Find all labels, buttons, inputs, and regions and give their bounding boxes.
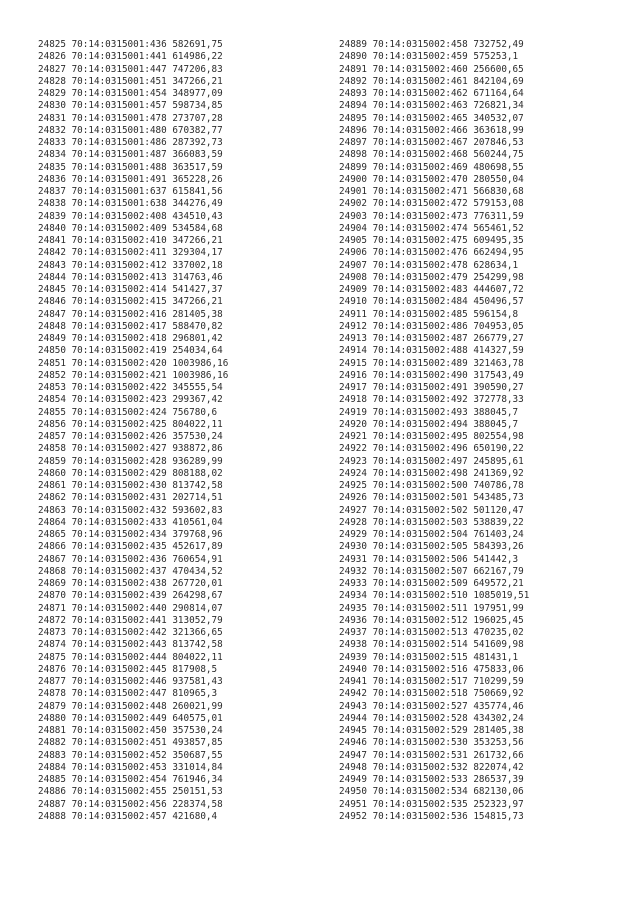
record-row: 24938 70:14:0315002:514 541609,98 bbox=[339, 639, 524, 651]
record-row: 24930 70:14:0315002:505 584393,26 bbox=[339, 541, 524, 553]
record-row: 24831 70:14:0315001:478 273707,28 bbox=[38, 112, 223, 124]
record-row: 24884 70:14:0315002:453 331014,84 bbox=[38, 761, 223, 773]
record-row: 24837 70:14:0315001:637 615841,56 bbox=[38, 186, 223, 197]
record-row: 24839 70:14:0315002:408 434510,43 bbox=[38, 210, 223, 222]
record-row: 24845 70:14:0315002:414 541427,37 bbox=[38, 284, 223, 295]
record-row: 24883 70:14:0315002:452 350687,55 bbox=[38, 749, 223, 761]
record-row: 24946 70:14:0315002:530 353253,56 bbox=[339, 737, 524, 749]
record-row: 24826 70:14:0315001:441 614986,22 bbox=[38, 51, 223, 63]
record-row: 24893 70:14:0315002:462 671164,64 bbox=[339, 88, 524, 99]
record-row: 24851 70:14:0315002:420 1003986,16 bbox=[38, 357, 229, 369]
record-row: 24943 70:14:0315002:527 435774,46 bbox=[339, 700, 524, 712]
record-row: 24901 70:14:0315002:471 566830,68 bbox=[339, 186, 524, 197]
record-row: 24852 70:14:0315002:421 1003986,16 bbox=[38, 369, 229, 381]
record-row: 24875 70:14:0315002:444 804022,11 bbox=[38, 651, 223, 663]
record-row: 24880 70:14:0315002:449 640575,01 bbox=[38, 712, 223, 724]
record-row: 24871 70:14:0315002:440 290814,07 bbox=[38, 602, 223, 614]
record-row: 24860 70:14:0315002:429 808188,02 bbox=[38, 467, 223, 479]
record-row: 24863 70:14:0315002:432 593602,83 bbox=[38, 504, 223, 516]
record-row: 24903 70:14:0315002:473 776311,59 bbox=[339, 210, 524, 222]
record-row: 24855 70:14:0315002:424 756780,6 bbox=[38, 406, 218, 418]
record-row: 24828 70:14:0315001:451 347266,21 bbox=[38, 75, 223, 87]
record-row: 24869 70:14:0315002:438 267720,01 bbox=[38, 578, 223, 589]
record-row: 24899 70:14:0315002:469 480698,55 bbox=[339, 161, 524, 173]
record-row: 24919 70:14:0315002:493 388045,7 bbox=[339, 406, 519, 418]
record-row: 24918 70:14:0315002:492 372778,33 bbox=[339, 394, 524, 406]
record-row: 24923 70:14:0315002:497 245895,61 bbox=[339, 455, 524, 467]
record-row: 24877 70:14:0315002:446 937581,43 bbox=[38, 676, 223, 687]
record-row: 24892 70:14:0315002:461 842104,69 bbox=[339, 75, 524, 87]
record-row: 24865 70:14:0315002:434 379768,96 bbox=[38, 529, 223, 540]
record-row: 24858 70:14:0315002:427 938872,86 bbox=[38, 443, 223, 455]
record-row: 24951 70:14:0315002:535 252323,97 bbox=[339, 798, 524, 810]
record-row: 24910 70:14:0315002:484 450496,57 bbox=[339, 296, 524, 308]
record-row: 24913 70:14:0315002:487 266779,27 bbox=[339, 333, 524, 344]
record-row: 24896 70:14:0315002:466 363618,99 bbox=[339, 124, 524, 136]
record-row: 24850 70:14:0315002:419 254034,64 bbox=[38, 345, 223, 357]
record-row: 24891 70:14:0315002:460 256600,65 bbox=[339, 63, 524, 75]
record-row: 24881 70:14:0315002:450 357530,24 bbox=[38, 725, 223, 736]
record-row: 24949 70:14:0315002:533 286537,39 bbox=[339, 774, 524, 785]
record-row: 24936 70:14:0315002:512 196025,45 bbox=[339, 614, 524, 626]
record-row: 24827 70:14:0315001:447 747206,83 bbox=[38, 63, 223, 75]
record-row: 24834 70:14:0315001:487 366083,59 bbox=[38, 149, 223, 161]
record-row: 24838 70:14:0315001:638 344276,49 bbox=[38, 198, 223, 210]
record-row: 24952 70:14:0315002:536 154815,73 bbox=[339, 810, 524, 822]
record-row: 24846 70:14:0315002:415 347266,21 bbox=[38, 296, 223, 308]
record-row: 24842 70:14:0315002:411 329304,17 bbox=[38, 247, 223, 259]
record-row: 24870 70:14:0315002:439 264298,67 bbox=[38, 590, 223, 602]
record-row: 24904 70:14:0315002:474 565461,52 bbox=[339, 222, 524, 234]
record-row: 24900 70:14:0315002:470 280550,04 bbox=[339, 173, 524, 185]
record-row: 24874 70:14:0315002:443 813742,58 bbox=[38, 639, 223, 651]
record-row: 24939 70:14:0315002:515 481431,1 bbox=[339, 651, 519, 663]
record-row: 24857 70:14:0315002:426 357530,24 bbox=[38, 431, 223, 442]
record-row: 24867 70:14:0315002:436 760654,91 bbox=[38, 553, 223, 565]
record-row: 24885 70:14:0315002:454 761946,34 bbox=[38, 774, 223, 785]
record-row: 24879 70:14:0315002:448 260021,99 bbox=[38, 700, 223, 712]
record-row: 24854 70:14:0315002:423 299367,42 bbox=[38, 394, 223, 406]
record-row: 24942 70:14:0315002:518 750669,92 bbox=[339, 688, 524, 700]
record-row: 24895 70:14:0315002:465 340532,07 bbox=[339, 112, 524, 124]
record-row: 24882 70:14:0315002:451 493857,85 bbox=[38, 737, 223, 749]
record-row: 24909 70:14:0315002:483 444607,72 bbox=[339, 284, 524, 295]
record-row: 24849 70:14:0315002:418 296801,42 bbox=[38, 333, 223, 344]
record-row: 24862 70:14:0315002:431 202714,51 bbox=[38, 492, 223, 504]
record-row: 24912 70:14:0315002:486 704953,05 bbox=[339, 320, 524, 332]
record-row: 24932 70:14:0315002:507 662167,79 bbox=[339, 565, 524, 577]
record-row: 24873 70:14:0315002:442 321366,65 bbox=[38, 627, 223, 638]
record-row: 24829 70:14:0315001:454 348977,09 bbox=[38, 88, 223, 99]
record-row: 24830 70:14:0315001:457 598734,85 bbox=[38, 100, 223, 112]
record-row: 24950 70:14:0315002:534 682130,06 bbox=[339, 786, 524, 798]
record-row: 24887 70:14:0315002:456 228374,58 bbox=[38, 798, 223, 810]
record-row: 24866 70:14:0315002:435 452617,89 bbox=[38, 541, 223, 553]
record-row: 24864 70:14:0315002:433 410561,04 bbox=[38, 516, 223, 528]
record-row: 24832 70:14:0315001:480 670382,77 bbox=[38, 124, 223, 136]
record-row: 24929 70:14:0315002:504 761403,24 bbox=[339, 529, 524, 540]
record-row: 24916 70:14:0315002:490 317543,49 bbox=[339, 369, 524, 381]
record-row: 24917 70:14:0315002:491 390590,27 bbox=[339, 382, 524, 393]
record-row: 24915 70:14:0315002:489 321463,78 bbox=[339, 357, 524, 369]
record-row: 24872 70:14:0315002:441 313052,79 bbox=[38, 614, 223, 626]
record-row: 24848 70:14:0315002:417 588470,82 bbox=[38, 320, 223, 332]
record-row: 24926 70:14:0315002:501 543485,73 bbox=[339, 492, 524, 504]
record-row: 24856 70:14:0315002:425 804022,11 bbox=[38, 418, 223, 430]
record-row: 24833 70:14:0315001:486 287392,73 bbox=[38, 137, 223, 148]
record-row: 24840 70:14:0315002:409 534584,68 bbox=[38, 222, 223, 234]
record-row: 24878 70:14:0315002:447 810965,3 bbox=[38, 688, 218, 700]
record-row: 24925 70:14:0315002:500 740786,78 bbox=[339, 480, 524, 491]
record-row: 24890 70:14:0315002:459 575253,1 bbox=[339, 51, 519, 63]
record-row: 24911 70:14:0315002:485 596154,8 bbox=[339, 308, 519, 320]
record-row: 24937 70:14:0315002:513 470235,02 bbox=[339, 627, 524, 638]
record-row: 24948 70:14:0315002:532 822074,42 bbox=[339, 761, 524, 773]
record-row: 24847 70:14:0315002:416 281405,38 bbox=[38, 308, 223, 320]
left-record-column bbox=[38, 39, 228, 823]
record-row: 24853 70:14:0315002:422 345555,54 bbox=[38, 382, 223, 393]
record-row: 24947 70:14:0315002:531 261732,66 bbox=[339, 749, 524, 761]
record-row: 24894 70:14:0315002:463 726821,34 bbox=[339, 100, 524, 112]
record-row: 24921 70:14:0315002:495 802554,98 bbox=[339, 431, 524, 442]
record-row: 24928 70:14:0315002:503 538839,22 bbox=[339, 516, 524, 528]
record-row: 24897 70:14:0315002:467 207846,53 bbox=[339, 137, 524, 148]
record-row: 24836 70:14:0315001:491 365228,26 bbox=[38, 173, 223, 185]
record-row: 24906 70:14:0315002:476 662494,95 bbox=[339, 247, 524, 259]
record-row: 24825 70:14:0315001:436 582691,75 bbox=[38, 39, 223, 50]
record-row: 24934 70:14:0315002:510 1085019,51 bbox=[339, 590, 530, 602]
record-row: 24841 70:14:0315002:410 347266,21 bbox=[38, 235, 223, 246]
record-row: 24835 70:14:0315001:488 363517,59 bbox=[38, 161, 223, 173]
record-row: 24927 70:14:0315002:502 501120,47 bbox=[339, 504, 524, 516]
record-row: 24945 70:14:0315002:529 281405,38 bbox=[339, 725, 524, 736]
record-row: 24908 70:14:0315002:479 254299,98 bbox=[339, 271, 524, 283]
right-record-column bbox=[339, 39, 529, 823]
record-row: 24886 70:14:0315002:455 250151,53 bbox=[38, 786, 223, 798]
record-row: 24940 70:14:0315002:516 475833,06 bbox=[339, 663, 524, 675]
record-row: 24941 70:14:0315002:517 710299,59 bbox=[339, 676, 524, 687]
record-row: 24944 70:14:0315002:528 434302,24 bbox=[339, 712, 524, 724]
record-row: 24924 70:14:0315002:498 241369,92 bbox=[339, 467, 524, 479]
record-row: 24902 70:14:0315002:472 579153,08 bbox=[339, 198, 524, 210]
record-row: 24907 70:14:0315002:478 628634,1 bbox=[339, 259, 519, 271]
record-row: 24861 70:14:0315002:430 813742,58 bbox=[38, 480, 223, 491]
record-row: 24933 70:14:0315002:509 649572,21 bbox=[339, 578, 524, 589]
record-row: 24935 70:14:0315002:511 197951,99 bbox=[339, 602, 524, 614]
record-row: 24922 70:14:0315002:496 650190,22 bbox=[339, 443, 524, 455]
record-row: 24868 70:14:0315002:437 470434,52 bbox=[38, 565, 223, 577]
record-row: 24876 70:14:0315002:445 817908,5 bbox=[38, 663, 218, 675]
record-row: 24843 70:14:0315002:412 337002,18 bbox=[38, 259, 223, 271]
record-row: 24914 70:14:0315002:488 414327,59 bbox=[339, 345, 524, 357]
record-row: 24898 70:14:0315002:468 560244,75 bbox=[339, 149, 524, 161]
record-row: 24888 70:14:0315002:457 421680,4 bbox=[38, 810, 218, 822]
record-row: 24905 70:14:0315002:475 609495,35 bbox=[339, 235, 524, 246]
record-row: 24931 70:14:0315002:506 541442,3 bbox=[339, 553, 519, 565]
record-row: 24844 70:14:0315002:413 314763,46 bbox=[38, 271, 223, 283]
record-row: 24889 70:14:0315002:458 732752,49 bbox=[339, 39, 524, 50]
record-row: 24920 70:14:0315002:494 388045,7 bbox=[339, 418, 519, 430]
record-row: 24859 70:14:0315002:428 936289,99 bbox=[38, 455, 223, 467]
